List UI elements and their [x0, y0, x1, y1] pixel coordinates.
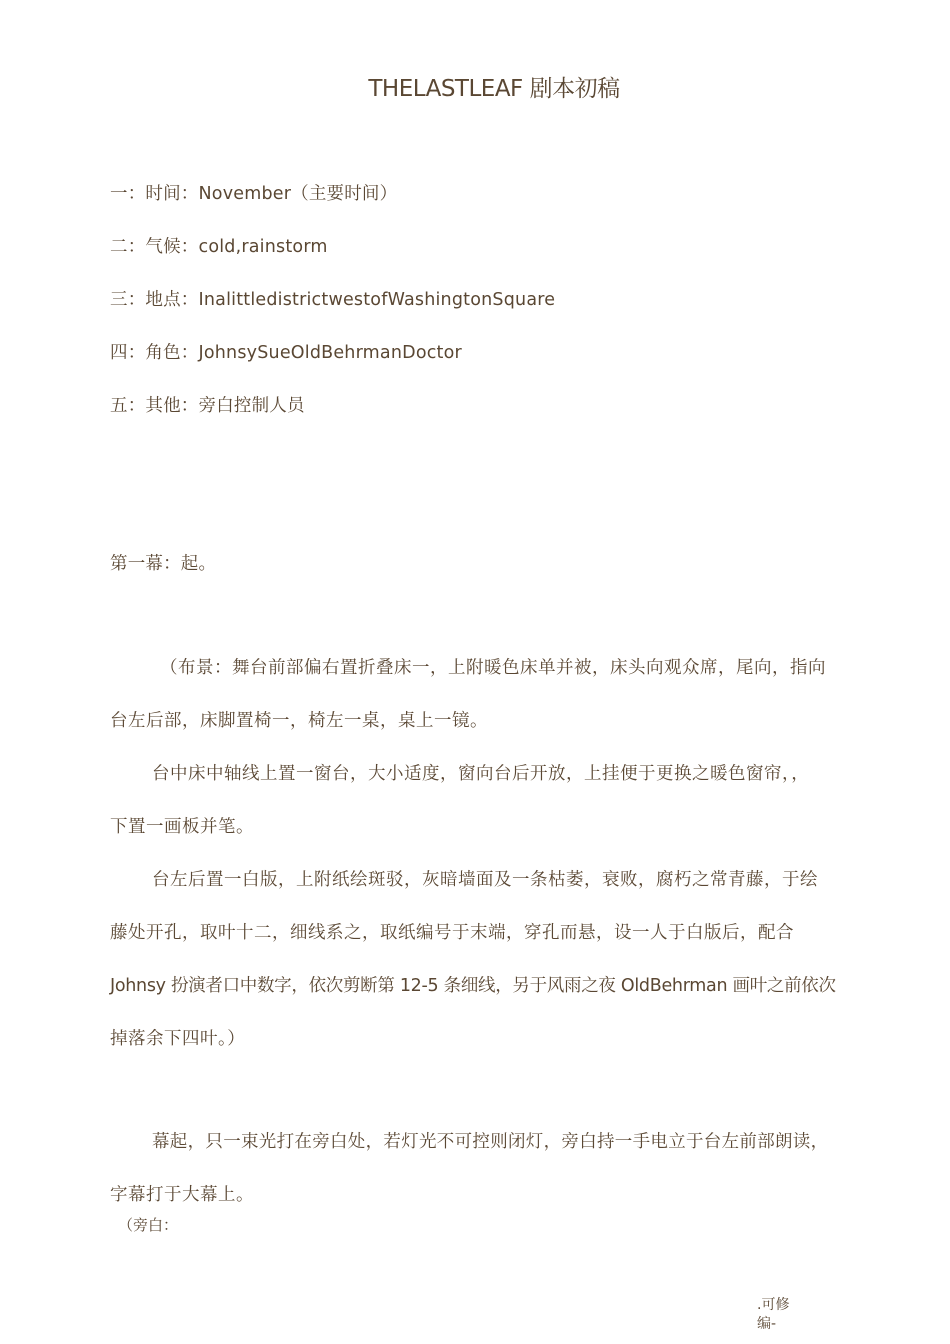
scene-line: 藤处开孔，取叶十二，细线系之，取纸编号于末端，穿孔而悬，设一人于白版后，配合: [110, 923, 794, 943]
scene-line: （布景：舞台前部偏右置折叠床一，上附暖色床单并被，床头向观众席，尾向，指向: [160, 658, 826, 678]
scene-line: 台左后部，床脚置椅一，椅左一桌，桌上一镜。: [110, 711, 488, 731]
act-heading: 第一幕：起。: [110, 554, 217, 574]
info-location: 三：地点：InalittledistrictwestofWashingtonSquare: [110, 290, 556, 310]
footer-note: 编-: [757, 1316, 777, 1332]
curtain-line: 幕起，只一束光打在旁白处，若灯光不可控则闭灯，旁白持一手电立于台左前部朗读，: [152, 1132, 829, 1152]
scene-line: 台左后置一白版，上附纸绘斑驳，灰暗墙面及一条枯萎，衰败，腐朽之常青藤，于绘: [152, 870, 818, 890]
info-weather: 二：气候：cold,rainstorm: [110, 237, 328, 257]
curtain-line: 字幕打于大幕上。: [110, 1185, 254, 1205]
info-characters: 四：角色：JohnsySueOldBehrmanDoctor: [110, 343, 462, 363]
document-title: THELASTLEAF 剧本初稿: [368, 76, 620, 102]
info-time: 一：时间：November（主要时间）: [110, 184, 398, 204]
scene-line: 掉落余下四叶。）: [110, 1029, 246, 1049]
info-other: 五：其他：旁白控制人员: [110, 396, 305, 416]
footer-note: .可修: [757, 1297, 790, 1313]
scene-line: Johnsy 扮演者口中数字，依次剪断第 12-5 条细线，另于风雨之夜 OldBehrman 画叶之前依次: [110, 976, 836, 996]
scene-line: 台中床中轴线上置一窗台，大小适度，窗向台后开放，上挂便于更换之暖色窗帘，，: [152, 764, 810, 784]
scene-line: 下置一画板并笔。: [110, 817, 254, 837]
narrator-label: （旁白：: [118, 1216, 179, 1234]
